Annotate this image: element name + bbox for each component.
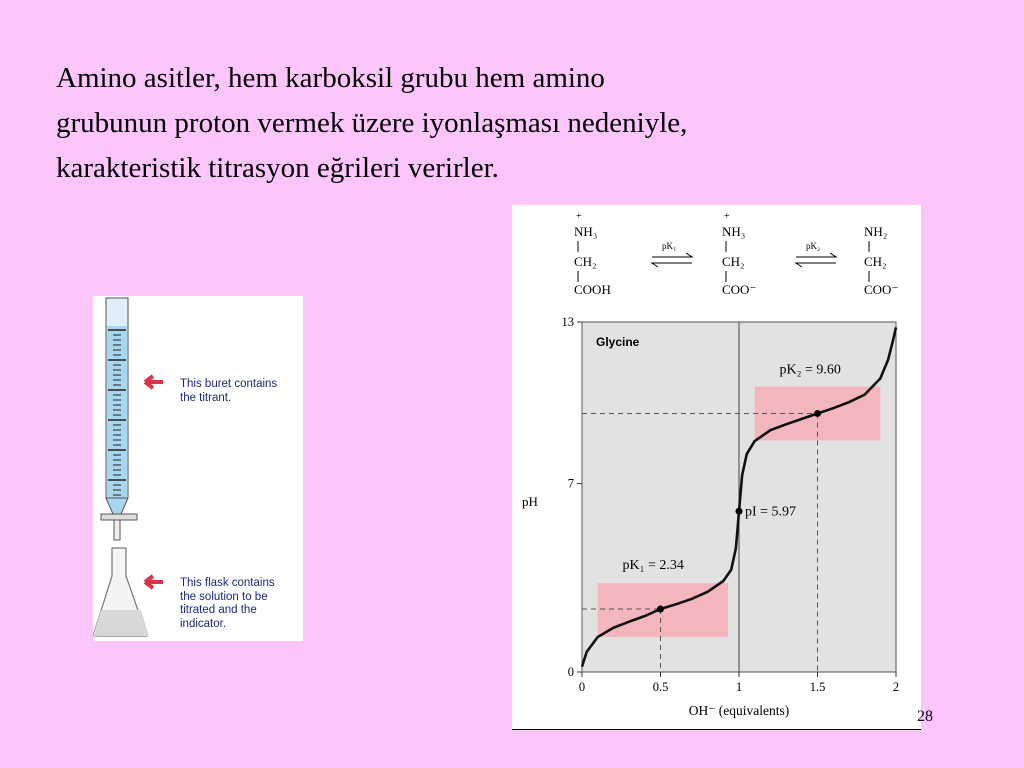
forward-arrow-2-icon bbox=[796, 253, 836, 257]
y-tick-label: 0 bbox=[567, 665, 574, 679]
flask-note-line-1: This flask contains bbox=[180, 577, 275, 589]
annotation-label-3: pK₂ = 9.60 bbox=[779, 362, 841, 378]
body-line-2: grubunun proton vermek üzere iyonlaşması nedeniyle, bbox=[56, 107, 688, 139]
species-cation bbox=[574, 211, 611, 297]
species-2-charge: + bbox=[724, 211, 730, 222]
species-2-amino: NH₃ bbox=[722, 224, 746, 239]
buret-note-line-1: This buret contains bbox=[180, 378, 278, 390]
arrow-to-flask-icon bbox=[145, 576, 163, 588]
species-1-amino: NH₃ bbox=[574, 224, 598, 239]
flask-note-line-4: indicator. bbox=[180, 617, 227, 630]
x-tick-label: 2 bbox=[892, 680, 900, 694]
titrant-liquid bbox=[107, 326, 127, 498]
x-tick-label: 0 bbox=[578, 680, 586, 694]
y-tick-label: 7 bbox=[567, 476, 574, 491]
flask-solution bbox=[93, 610, 149, 636]
titration-chart bbox=[512, 205, 921, 729]
equilibrium-scheme bbox=[574, 211, 898, 297]
arrow-2-label: pK₂ bbox=[806, 241, 821, 251]
annotation-point-1 bbox=[657, 606, 664, 613]
species-1-carboxyl: COOH bbox=[574, 282, 611, 297]
titration-figure bbox=[512, 205, 921, 730]
species-3-carboxylate: COO⁻ bbox=[864, 282, 899, 297]
species-2-methylene: CH₂ bbox=[722, 254, 745, 269]
flask-note bbox=[180, 577, 305, 631]
reverse-arrow-1-icon bbox=[652, 263, 692, 267]
flask-note-line-3: titrated and the bbox=[180, 604, 257, 616]
x-tick-label: 1 bbox=[735, 680, 743, 694]
buret-note-line-2: the titrant. bbox=[180, 391, 232, 404]
species-3-amino: NH₂ bbox=[864, 224, 888, 239]
arrow-to-buret-icon bbox=[145, 376, 163, 388]
reverse-arrow-2-icon bbox=[796, 263, 836, 267]
forward-arrow-1-icon bbox=[652, 253, 692, 257]
stopcock bbox=[101, 514, 137, 520]
annotation-point-2 bbox=[736, 508, 743, 515]
chart-title: Glycine bbox=[596, 335, 640, 349]
species-zwitterion bbox=[722, 211, 756, 297]
y-tick-label: 13 bbox=[561, 315, 574, 329]
annotation-label-2: pI = 5.97 bbox=[745, 504, 797, 520]
buret-note bbox=[180, 378, 305, 405]
buret-nozzle bbox=[114, 520, 120, 540]
flask-note-line-2: the solution to be bbox=[180, 590, 268, 603]
y-axis-label: pH bbox=[522, 494, 538, 509]
x-tick-label: 1.5 bbox=[809, 680, 826, 694]
species-3-methylene: CH₂ bbox=[864, 254, 887, 269]
arrow-1-label: pK₁ bbox=[662, 241, 677, 251]
buret-tip bbox=[106, 498, 128, 514]
equilibrium-arrow-1 bbox=[652, 241, 692, 267]
buret-flask-illustration bbox=[93, 296, 303, 641]
species-2-carboxylate: COO⁻ bbox=[722, 282, 757, 297]
annotation-point-3 bbox=[814, 410, 821, 417]
species-1-charge: + bbox=[576, 211, 582, 222]
body-line-3: karakteristik titrasyon eğrileri verirler. bbox=[56, 152, 499, 184]
slide-text bbox=[56, 56, 956, 191]
body-line-1: Amino asitler, hem karboksil grubu hem amino bbox=[56, 62, 605, 94]
equilibrium-arrow-2 bbox=[796, 241, 836, 267]
x-tick-label: 0.5 bbox=[652, 680, 669, 694]
annotation-label-1: pK₁ = 2.34 bbox=[622, 558, 684, 573]
page-number: 28 bbox=[917, 708, 933, 725]
x-axis-label: OH⁻ (equivalents) bbox=[688, 703, 790, 718]
species-1-methylene: CH₂ bbox=[574, 254, 597, 269]
species-anion bbox=[864, 224, 898, 297]
